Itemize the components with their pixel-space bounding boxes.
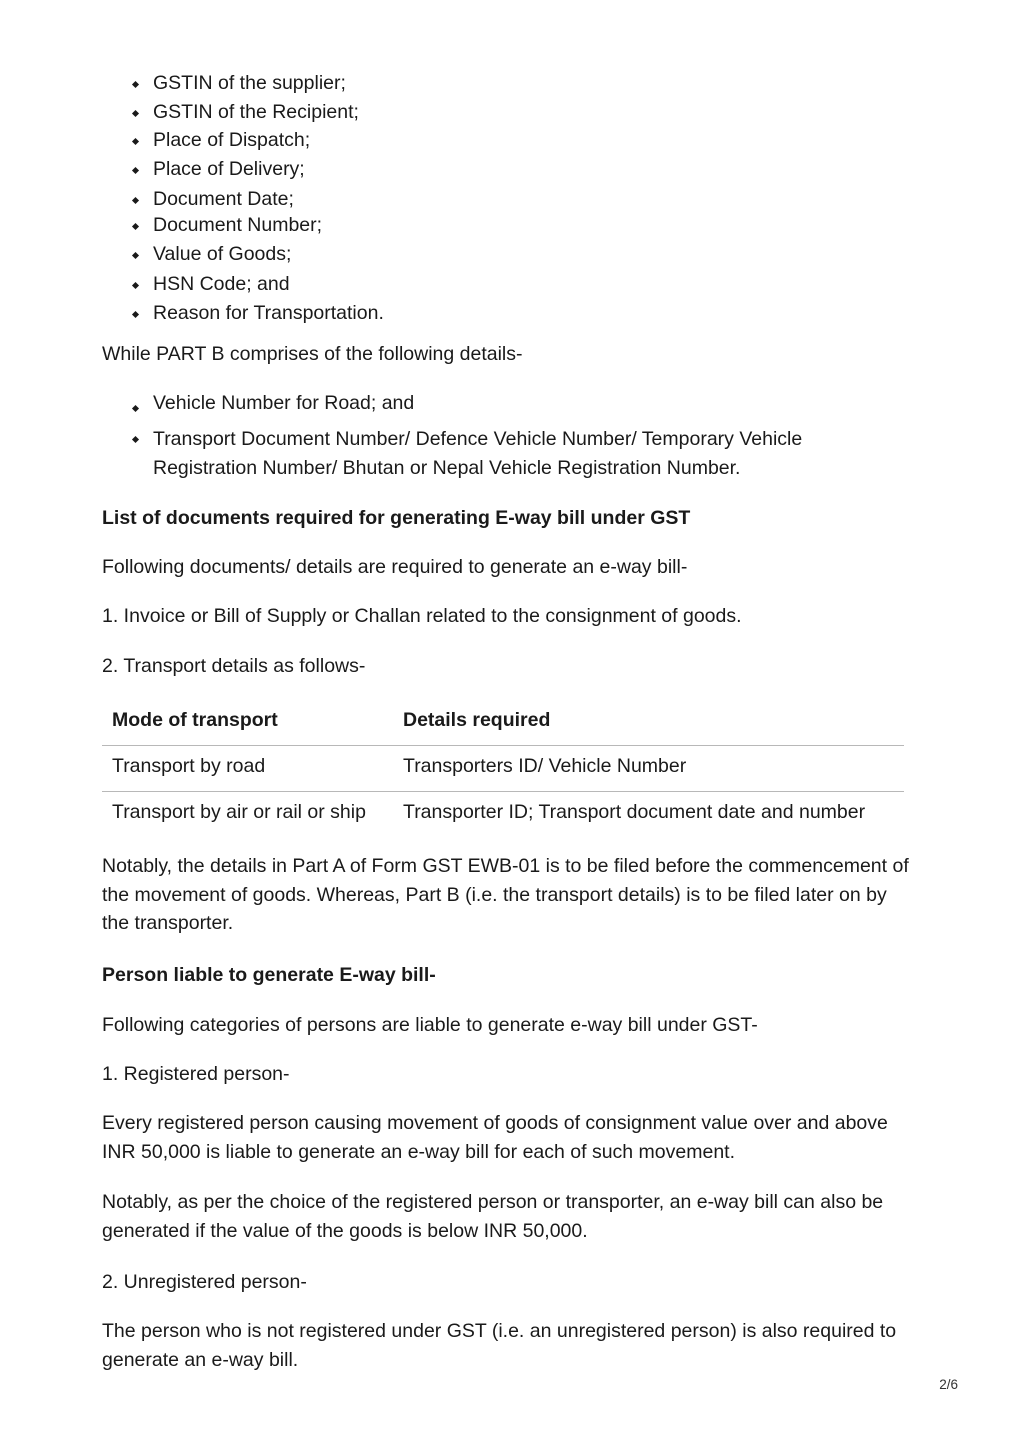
bullet-icon — [132, 223, 139, 230]
page-number: 2/6 — [939, 1377, 958, 1392]
table-header-row — [102, 700, 904, 746]
table-cell: Transporters ID/ Vehicle Number — [403, 755, 687, 777]
list-item: Value of Goods; — [153, 242, 291, 266]
bullet-icon — [132, 197, 139, 204]
list-item: Transport Document Number/ Defence Vehicle Number/ Temporary Vehicle Registration Number/ Bhutan or Nepal Vehicle Registration Number. — [153, 425, 853, 482]
unregistered-label: 2. Unregistered person- — [102, 1271, 307, 1293]
documents-item-2: 2. Transport details as follows- — [102, 655, 366, 677]
bullet-icon — [132, 252, 139, 259]
table-row — [102, 746, 904, 792]
bullet-icon — [132, 81, 139, 88]
documents-heading: List of documents required for generating E-way bill under GST — [102, 507, 691, 529]
bullet-icon — [132, 167, 139, 174]
bullet-icon — [132, 436, 139, 443]
liable-intro: Following categories of persons are liable to generate e-way bill under GST- — [102, 1014, 758, 1036]
bullet-icon — [132, 138, 139, 145]
table-header-cell: Details required — [403, 709, 551, 731]
bullet-icon — [132, 311, 139, 318]
list-item: Document Date; — [153, 187, 294, 211]
part-b-intro: While PART B comprises of the following details- — [102, 343, 523, 365]
list-item: GSTIN of the supplier; — [153, 71, 346, 95]
list-item: Reason for Transportation. — [153, 301, 384, 325]
table-row — [102, 792, 904, 837]
list-item: Place of Delivery; — [153, 157, 305, 181]
list-item: HSN Code; and — [153, 272, 290, 296]
table-cell: Transporter ID; Transport document date and number — [403, 801, 866, 823]
list-item: GSTIN of the Recipient; — [153, 100, 359, 124]
documents-item-1: 1. Invoice or Bill of Supply or Challan related to the consignment of goods. — [102, 605, 742, 627]
bullet-icon — [132, 110, 139, 117]
registered-label: 1. Registered person- — [102, 1063, 290, 1085]
registered-note: Notably, as per the choice of the registered person or transporter, an e-way bill can also be generated if the value of the goods is below INR 50,000. — [102, 1191, 884, 1242]
table-cell: Transport by air or rail or ship — [112, 801, 366, 823]
documents-intro: Following documents/ details are required to generate an e-way bill- — [102, 556, 688, 578]
table-header-cell: Mode of transport — [112, 709, 278, 731]
table-cell: Transport by road — [112, 755, 266, 777]
list-item: Vehicle Number for Road; and — [153, 391, 414, 415]
transport-table — [102, 700, 904, 837]
list-item: Place of Dispatch; — [153, 128, 310, 152]
registered-paragraph: Every registered person causing movement of goods of consignment value over and above INR 50,000 is liable to generate an e-way bill for each of such movement. — [102, 1112, 888, 1163]
unregistered-paragraph: The person who is not registered under GST (i.e. an unregistered person) is also required to generate an e-way bill. — [102, 1320, 897, 1371]
notably-paragraph: Notably, the details in Part A of Form GST EWB-01 is to be filed before the commencement of the movement of goods. Whereas, Part B (i.e. the transport details) is to be filed later on by the transporter. — [102, 855, 909, 934]
bullet-icon — [132, 405, 139, 412]
list-item: Document Number; — [153, 213, 322, 237]
liable-heading: Person liable to generate E-way bill- — [102, 964, 436, 986]
bullet-icon — [132, 282, 139, 289]
